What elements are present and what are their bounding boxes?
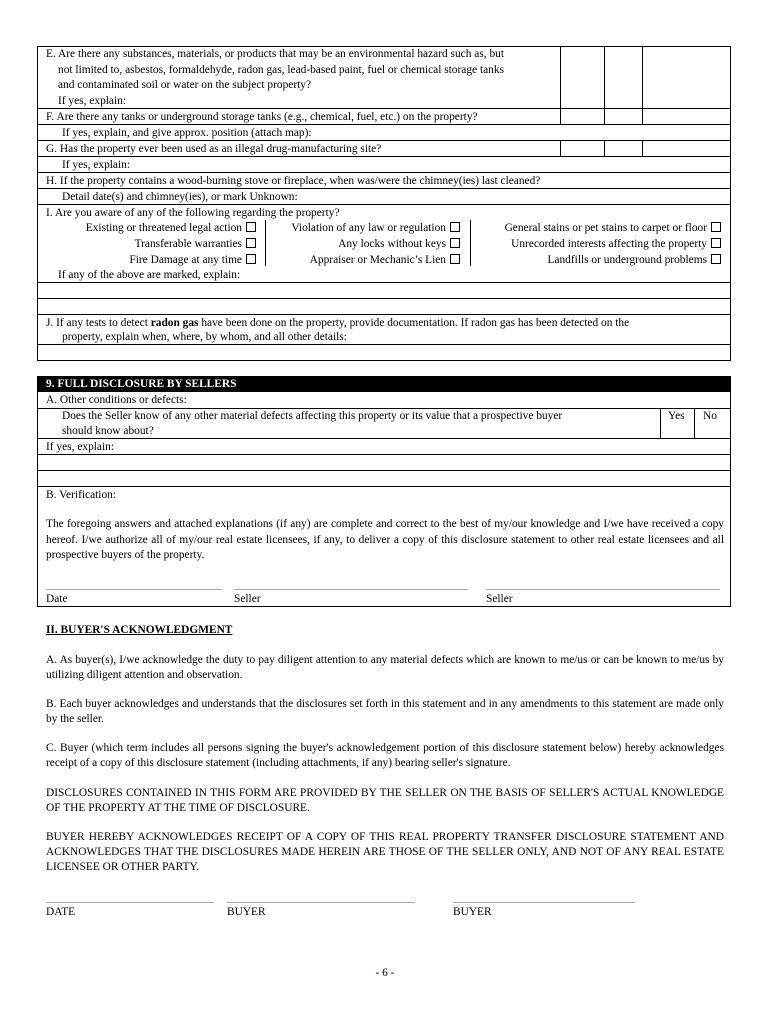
buyer2-label: BUYER xyxy=(453,906,492,918)
question-f: F. Are there any tanks or underground storage tanks (e.g., chemical, fuel, etc.) on the property? xyxy=(46,111,478,123)
question-e-explain: If yes, explain: xyxy=(58,95,127,107)
seller2-signature-line[interactable] xyxy=(486,589,720,590)
defects-question-line1: Does the Seller know of any other material defects affecting this property or its value that a prospective buyer xyxy=(62,410,563,422)
seller1-label: Seller xyxy=(234,593,261,605)
section-9-header: 9. FULL DISCLOSURE BY SELLERS xyxy=(46,378,237,390)
question-e-line1: E. Are there any substances, materials, or products that may be an environmental hazard such as, but xyxy=(46,48,505,60)
seller1-signature-line[interactable] xyxy=(234,589,468,590)
question-e-line3: and contaminated soil or water on the subject property? xyxy=(58,79,312,91)
paragraph-d: DISCLOSURES CONTAINED IN THIS FORM ARE PROVIDED BY THE SELLER ON THE BASIS OF SELLER'S ACTUAL KNOWLEDGE OF THE PROPERTY AT THE TIME OF DISCLOSURE. xyxy=(46,787,724,814)
defects-explain-field-1[interactable] xyxy=(38,455,730,470)
item-stains-label: General stains or pet stains to carpet or floor xyxy=(504,222,707,234)
paragraph-c: C. Buyer (which term includes all persons signing the buyer's acknowledgement portion of this disclosure statement below) hereby acknowledges receipt of a copy of this disclosure statement (including attachments, if any) bearing seller's signature. xyxy=(46,742,724,769)
question-j-line2: property, explain when, where, by whom, and all other details: xyxy=(62,331,347,343)
verification-label: B. Verification: xyxy=(46,489,117,501)
item-locks-checkbox[interactable] xyxy=(450,238,460,248)
seller-date-line[interactable] xyxy=(46,589,222,590)
question-f-explain: If yes, explain, and give approx. position (attach map): xyxy=(62,127,312,139)
explain-field-i-2[interactable] xyxy=(38,299,730,314)
explain-field-j[interactable] xyxy=(38,345,730,360)
buyer1-signature-line[interactable] xyxy=(227,902,415,903)
page-number: - 6 - xyxy=(375,967,395,979)
defects-explain-label: If yes, explain: xyxy=(46,441,115,453)
seller-date-label: Date xyxy=(46,593,68,605)
seller2-label: Seller xyxy=(486,593,513,605)
question-g: G. Has the property ever been used as an illegal drug-manufacturing site? xyxy=(46,143,382,155)
paragraph-b: B. Each buyer acknowledges and understands that the disclosures set forth in this statement and in any amendments to this statement are made only by the seller. xyxy=(46,698,724,725)
item-stains-checkbox[interactable] xyxy=(711,222,721,232)
question-i: I. Are you aware of any of the following regarding the property? xyxy=(46,207,340,219)
item-violation-checkbox[interactable] xyxy=(450,222,460,232)
item-locks-label: Any locks without keys xyxy=(338,238,446,250)
question-i-explain: If any of the above are marked, explain: xyxy=(58,269,241,281)
no-option[interactable]: No xyxy=(703,410,717,422)
defects-explain-field-2[interactable] xyxy=(38,471,730,486)
paragraph-e: BUYER HEREBY ACKNOWLEDGES RECEIPT OF A COPY OF THIS REAL PROPERTY TRANSFER DISCLOSURE STATEMENT AND ACKNOWLEDGES THAT THE DISCLOSURES MADE HEREIN ARE THOSE OF THE SELLER ONLY, AND NOT OF ANY REAL ESTATE LICENSEE OR OTHER PARTY. xyxy=(46,831,724,873)
item-landfills-label: Landfills or underground problems xyxy=(547,254,707,266)
item-unrecorded-label: Unrecorded interests affecting the property xyxy=(511,238,707,250)
item-warranties-checkbox[interactable] xyxy=(246,238,256,248)
question-h: H. If the property contains a wood-burning stove or fireplace, when was/were the chimney(ies) last cleaned? xyxy=(46,175,541,187)
buyer-date-label: DATE xyxy=(46,906,76,918)
item-lien-checkbox[interactable] xyxy=(450,254,460,264)
item-violation-label: Violation of any law or regulation xyxy=(291,222,446,234)
item-legal-action-checkbox[interactable] xyxy=(246,222,256,232)
question-g-explain: If yes, explain: xyxy=(62,159,131,171)
item-lien-label: Appraiser or Mechanic’s Lien xyxy=(309,254,446,266)
item-landfills-checkbox[interactable] xyxy=(711,254,721,264)
verification-text: The foregoing answers and attached explanations (if any) are complete and correct to the best of my/our knowledge and I/we have received a copy hereof. I/we authorize all of my/our real estate licensees, if any, to deliver a copy of this disclosure statement to other real estate licensees and all prospective buyers of the property. xyxy=(46,518,724,561)
paragraph-a: A. As buyer(s), I/we acknowledge the duty to pay diligent attention to any material defects which are known to me/us or can be known to me/us by utilizing diligent attention and observation. xyxy=(46,654,724,681)
question-e-line2: not limited to, asbestos, formaldehyde, radon gas, lead-based paint, fuel or chemical storage tanks xyxy=(58,64,504,76)
item-warranties-label: Transferable warranties xyxy=(134,238,242,250)
other-conditions-label: A. Other conditions or defects: xyxy=(46,394,187,406)
item-legal-action-label: Existing or threatened legal action xyxy=(85,222,242,234)
section-ii-title: II. BUYER'S ACKNOWLEDGMENT xyxy=(46,624,233,636)
item-fire-damage-checkbox[interactable] xyxy=(246,254,256,264)
defects-question-line2: should know about? xyxy=(62,425,154,437)
buyer1-label: BUYER xyxy=(227,906,266,918)
item-unrecorded-checkbox[interactable] xyxy=(711,238,721,248)
yes-option[interactable]: Yes xyxy=(668,410,685,422)
item-fire-damage-label: Fire Damage at any time xyxy=(129,254,242,266)
buyer2-signature-line[interactable] xyxy=(453,902,635,903)
question-j: J. If any tests to detect radon gas have been done on the property, provide documentation. If radon gas has been detected on the xyxy=(46,317,630,329)
buyer-date-line[interactable] xyxy=(46,902,214,903)
explain-field-i-1[interactable] xyxy=(38,283,730,298)
question-h-detail: Detail date(s) and chimney(ies), or mark Unknown: xyxy=(62,191,298,203)
